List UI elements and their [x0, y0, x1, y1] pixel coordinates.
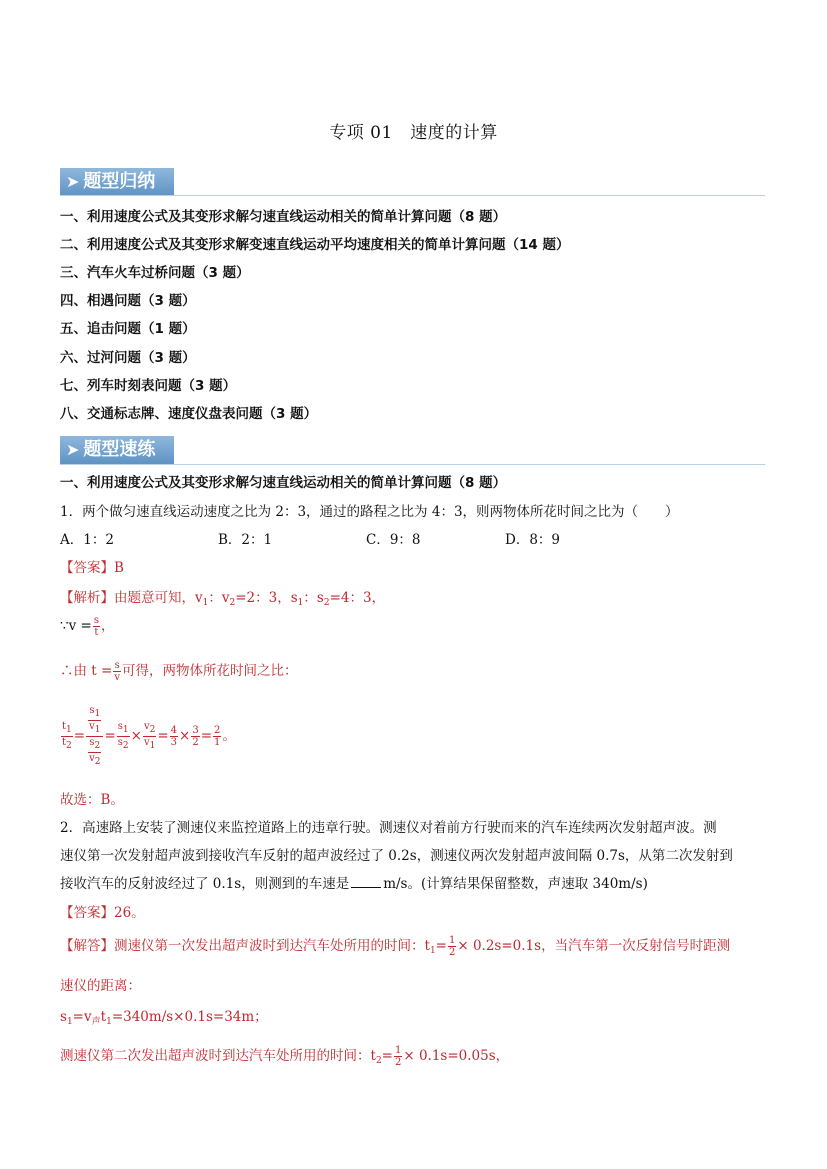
question-2-stem-line-2: 速仪第一次发射超声波到接收汽车反射的超声波经过了 0.2s，测速仪两次发射超声波间隔 0.7s，从第二次发射到 [60, 848, 733, 864]
section-banner-summary [60, 168, 174, 196]
answer-blank[interactable] [351, 877, 381, 888]
analysis-2-line-4: 测速仪第二次发出超声波时到达汽车处所用的时间：$t_2=$ $\frac{1}{2}$ × 0.1s=0.05s， [60, 1045, 510, 1068]
toc-item: 六、过河问题（3 题） [60, 350, 196, 366]
question-1-stem: 1．两个做匀速直线运动速度之比为 2：3，通过的路程之比为 4：3，则两物体所花时间之比为（ ） [60, 504, 679, 520]
answer-2: 【答案】26。 [60, 905, 145, 921]
analysis-2-line-3: $s_1=v_声t_1=340m/s\times 0.1s=34m$； [60, 1009, 268, 1027]
option-c: C．9：8 [366, 532, 421, 548]
toc-item: 二、利用速度公式及其变形求解变速直线运动平均速度相关的简单计算问题（14 题） [60, 237, 570, 253]
page-title: 专项 01 速度的计算 [329, 123, 498, 143]
arrow-icon: ➤ [66, 440, 80, 459]
option-b: B．2：1 [218, 532, 273, 548]
divider [60, 464, 765, 465]
section-banner-practice [60, 436, 174, 464]
section-heading: 一、利用速度公式及其变形求解匀速直线运动相关的简单计算问题（8 题） [60, 475, 507, 491]
ratio-derivation: $\frac{t1}{t2}$ = $\frac{\frac{s1}{v1}}{\frac{s2}{v2}}$ = $\frac{s1}{s2}$ × $\frac{v2}{v1}$ = $\frac{4}{3}$ × $\frac{3}{2}$ = $\frac{2}{1}$ 。 [62, 705, 236, 767]
analysis-2-line-1: 【解答】测速仪第一次发出超声波时到达汽车处所用的时间：$t_1=$ $\frac{1}{2}$ × 0.2s=0.1s，当汽车第一次反射信号时距测 [60, 935, 731, 958]
banner-label: 题型速练 [83, 439, 156, 460]
arrow-icon: ➤ [66, 172, 80, 191]
therefore-line: ∴由 t = $\frac{s}{v}$ 可得，两物体所花时间之比： [60, 660, 298, 683]
banner-label: 题型归纳 [83, 171, 156, 192]
toc-item: 三、汽车火车过桥问题（3 题） [60, 265, 250, 281]
option-a: A．1：2 [60, 532, 114, 548]
because-line: ∵v = $\frac{s}{t}$ ， [60, 615, 115, 638]
option-d: D．8：9 [505, 532, 561, 548]
conclusion-1: 故选：B。 [60, 792, 124, 808]
toc-item: 一、利用速度公式及其变形求解匀速直线运动相关的简单计算问题（8 题） [60, 209, 507, 225]
question-2-stem-line-1: 2．高速路上安装了测速仪来监控道路上的违章行驶。测速仪对着前方行驶而来的汽车连续两次发射超声波。测 [60, 820, 717, 836]
toc-item: 四、相遇问题（3 题） [60, 293, 196, 309]
toc-item: 八、交通标志牌、速度仪盘表问题（3 题） [60, 406, 318, 422]
divider [60, 195, 765, 196]
toc-item: 七、列车时刻表问题（3 题） [60, 378, 237, 394]
analysis-2-line-2: 速仪的距离： [60, 978, 141, 994]
answer-1: 【答案】B [60, 560, 124, 576]
question-2-stem-line-3: 接收汽车的反射波经过了 0.1s，则测到的车速是 m/s。(计算结果保留整数，声速取 340m/s) [60, 876, 648, 892]
toc-item: 五、追击问题（1 题） [60, 321, 196, 337]
analysis-1-line-1: 【解析】由题意可知，$v_1$：$v_2=2$：3，$s_1$：$s_2=4$：3， [60, 590, 386, 608]
